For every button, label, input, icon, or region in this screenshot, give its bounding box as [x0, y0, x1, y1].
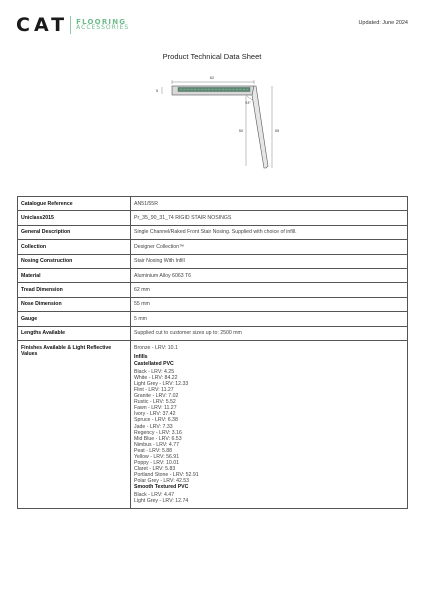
smooth-heading: Smooth Textured PVC — [134, 484, 189, 491]
finish-item: Black - LRV: 4.47 — [134, 491, 175, 498]
spec-label: Lengths Available — [18, 326, 131, 340]
castellated-list — [134, 369, 404, 485]
logo-divider — [70, 16, 71, 34]
finish-item: Granite - LRV: 7.02 — [134, 393, 179, 400]
finish-item: Yellow - LRV: 56.91 — [134, 453, 180, 460]
castellated-heading: Castellated PVC — [134, 361, 174, 368]
spec-value: Supplied cut to customer sizes up to: 2500 mm — [131, 326, 408, 340]
nose-front — [252, 86, 268, 168]
finish-item: Jade - LRV: 7.33 — [134, 423, 173, 430]
finish-item: Mid Blue - LRV: 6.53 — [134, 435, 182, 442]
spec-value: AN51/55R — [131, 197, 408, 211]
spec-value: 5 mm — [131, 312, 408, 326]
finish-item: Light Grey - LRV: 12.74 — [134, 498, 189, 505]
spec-row — [18, 211, 408, 225]
spec-row — [18, 269, 408, 283]
spec-label: Material — [18, 269, 131, 283]
spec-row — [18, 225, 408, 239]
spec-label: General Description — [18, 225, 131, 239]
finish-item: Regency - LRV: 3.16 — [134, 429, 182, 436]
document-title: Product Technical Data Sheet — [162, 52, 262, 61]
finish-item: Poppy - LRV: 10.01 — [134, 460, 179, 467]
spec-label: Uniclass2015 — [18, 211, 131, 225]
dim-label-left: 5 — [155, 88, 159, 93]
dim-label-outer: 55 — [274, 128, 280, 133]
finish-item: Spruce - LRV: 6.38 — [134, 417, 178, 424]
page-header — [16, 14, 408, 38]
finishes-value — [131, 341, 408, 509]
spec-row — [18, 312, 408, 326]
logo-subtitle — [76, 19, 129, 31]
finish-item: Flint - LRV: 11.27 — [134, 386, 174, 393]
spec-label: Gauge — [18, 312, 131, 326]
bronze-finish: Bronze - LRV: 10.1 — [134, 344, 178, 351]
spec-value: Single Channel/Raked Front Stair Nosing. Supplied with choice of infill. — [131, 225, 408, 239]
logo-sub-accessories: ACCESSORIES — [76, 24, 130, 31]
spec-row — [18, 283, 408, 297]
spec-label: Nose Dimension — [18, 297, 131, 311]
spec-label: Collection — [18, 240, 131, 254]
finish-item: Claret - LRV: 5.83 — [134, 466, 176, 473]
infills-heading: Infills — [134, 353, 148, 360]
spec-table — [17, 196, 408, 509]
finish-item: White - LRV: 84.22 — [134, 374, 178, 381]
spec-value: 62 mm — [131, 283, 408, 297]
finish-item: Portland Stone - LRV: 52.91 — [134, 472, 199, 479]
nosing-profile-drawing — [150, 70, 280, 180]
spec-row — [18, 197, 408, 211]
finish-item: Light Grey - LRV: 12.33 — [134, 380, 189, 387]
cat-logo — [16, 14, 129, 36]
finishes-row — [18, 341, 408, 509]
finish-item: Fawn - LRV: 11.27 — [134, 405, 177, 412]
finish-item: Polar Grey - LRV: 42.53 — [134, 478, 190, 485]
logo-sub-flooring: FLOORING — [76, 18, 127, 26]
finish-item: Black - LRV: 4.25 — [134, 368, 175, 375]
spec-value: Stair Nosing With Infill — [131, 254, 408, 268]
spec-value: Designer Collection™ — [131, 240, 408, 254]
finish-item: Ivory - LRV: 37.42 — [134, 411, 176, 418]
spec-value: Pr_35_90_31_74 RIGID STAIR NOSINGS — [131, 211, 408, 225]
spec-label: Catalogue Reference — [18, 197, 131, 211]
spec-row — [18, 326, 408, 340]
spec-value: Aluminium Alloy 6063 T6 — [131, 269, 408, 283]
smooth-list — [134, 492, 404, 504]
updated-date: Updated: June 2024 — [358, 20, 408, 26]
dim-label-inner: 50 — [238, 128, 244, 133]
logo-main-text: CAT — [16, 14, 69, 36]
dim-label-angle: 93° — [245, 101, 251, 105]
spec-label: Tread Dimension — [18, 283, 131, 297]
spec-row — [18, 240, 408, 254]
finish-item: Nimbus - LRV: 4.77 — [134, 441, 179, 448]
spec-row — [18, 297, 408, 311]
spec-label: Nosing Construction — [18, 254, 131, 268]
spec-row — [18, 254, 408, 268]
finish-item: Peat - LRV: 5.88 — [134, 447, 173, 454]
finishes-label: Finishes Available & Light Reflective Values — [18, 341, 131, 509]
spec-value: 55 mm — [131, 297, 408, 311]
finish-item: Rustic - LRV: 5.52 — [134, 399, 176, 406]
dim-label-top: 62 — [209, 75, 215, 80]
